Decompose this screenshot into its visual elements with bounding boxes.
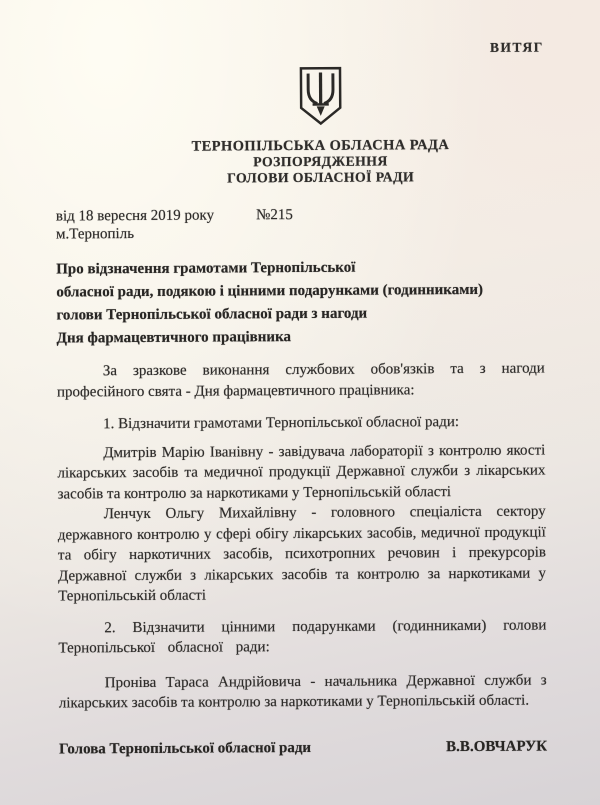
signature-name: В.В.ОВЧАРУК: [446, 737, 548, 755]
subject-line-1: Про відзначення грамотами Тернопільської: [56, 259, 356, 278]
subject-line-2: обласної ради, подякою і цінними подарунками (годинниками): [56, 281, 484, 301]
item2-heading: 2. Відзначити цінними подарунками (годинниками) голови Тернопільської обласної ради:: [58, 616, 547, 657]
extract-label: ВИТЯГ: [489, 39, 544, 55]
paragraph-dmytriv: Дмитрів Марію Іванівну - завідувача лабораторії з контролю якості лікарських засобів та медичної продукції Державної служби з лікарських засобів та контролю за наркотиками у Тернопільській області: [57, 442, 546, 502]
city: м.Тернопіль: [55, 226, 135, 243]
document-meta: [56, 205, 544, 244]
subject-line-3: голови Тернопільської обласної ради з нагоди: [56, 305, 368, 324]
doc-author: ГОЛОВИ ОБЛАСНОЇ РАДИ: [227, 168, 415, 185]
paragraph-proniv: Проніва Тараса Андрійовича - начальника Державної служби з лікарських засобів та контролю за наркотиками у Тернопільській області.: [58, 671, 547, 712]
doc-number: №215: [256, 207, 293, 224]
paragraph-lenchuk: Ленчук Ольгу Михайлівну - головного спеціаліста сектору державного контролю у сфері обігу лікарських засобів, медичної продукції та обігу наркотичних засобів, психотропних речовин і прекурсорів Державної служби з лікарських засобів та контролю за наркотиками у Тернопільській області: [57, 503, 547, 605]
org-name: ТЕРНОПІЛЬСЬКА ОБЛАСНА РАДА: [191, 137, 450, 155]
tryzub-emblem-icon: [296, 66, 343, 127]
date-line: від 18 вересня 2019 року: [55, 207, 215, 225]
signature-row: [59, 738, 547, 758]
doc-type: РОЗПОРЯДЖЕННЯ: [253, 153, 388, 170]
signature-title: Голова Тернопільської обласної ради: [59, 739, 312, 757]
subject-block: [56, 256, 545, 351]
item1-heading: 1. Відзначити грамотами Тернопільської обласної ради:: [103, 414, 460, 433]
intro-paragraph: За зразкове виконання службових обов'язків та з нагоди професійного свята - Дня фармацевтичного працівника:: [56, 360, 545, 400]
document-header: [76, 0, 565, 186]
subject-line-4: Дня фармацевтичного працівника: [56, 329, 292, 347]
